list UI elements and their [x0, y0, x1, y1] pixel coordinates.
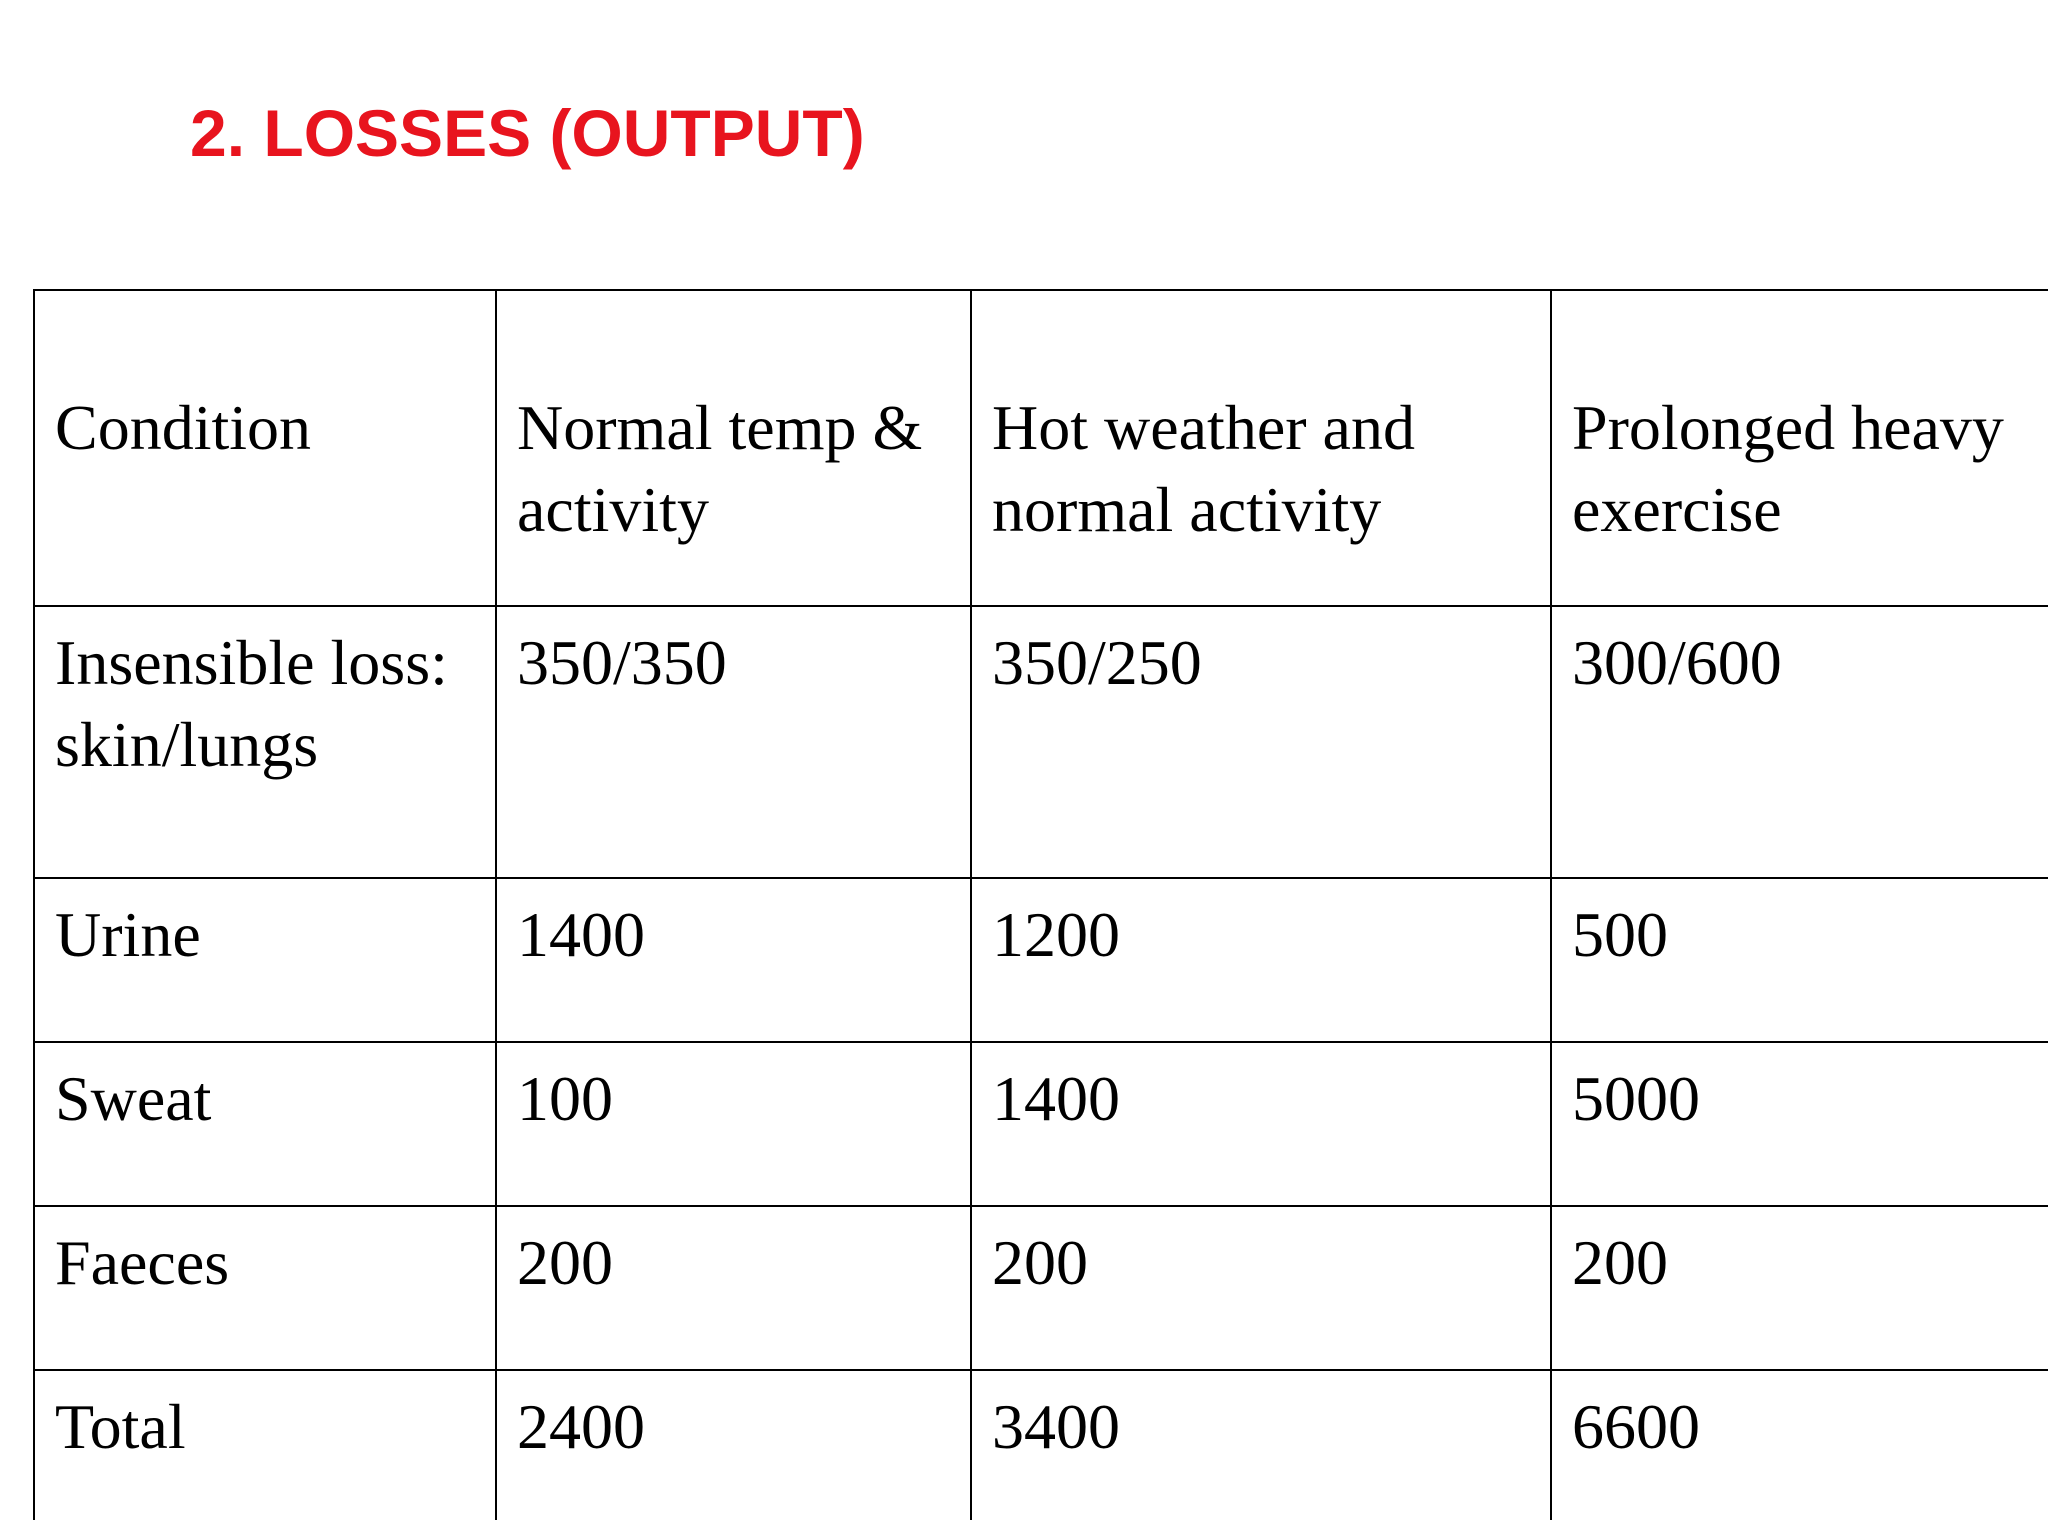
table-cell: 1200: [971, 878, 1551, 1042]
table-cell: Faeces: [34, 1206, 496, 1370]
table-row: [34, 1370, 2048, 1520]
table-row: [34, 1042, 2048, 1206]
table-cell: Urine: [34, 878, 496, 1042]
table-cell: 3400: [971, 1370, 1551, 1520]
table-cell: 6600: [1551, 1370, 2048, 1520]
table-cell: 350/350: [496, 606, 971, 878]
losses-table: [33, 289, 2048, 1520]
table-row: [34, 1206, 2048, 1370]
table-cell: 1400: [971, 1042, 1551, 1206]
table-cell: 350/250: [971, 606, 1551, 878]
table-cell: 200: [971, 1206, 1551, 1370]
table-cell: Total: [34, 1370, 496, 1520]
table-cell: 200: [1551, 1206, 2048, 1370]
table-row: [34, 606, 2048, 878]
slide-title: 2. LOSSES (OUTPUT): [190, 96, 865, 170]
table-cell: 5000: [1551, 1042, 2048, 1206]
table-row: [34, 878, 2048, 1042]
header-cell-condition: Condition: [34, 290, 496, 606]
header-cell-normal-temp: Normal temp & activity: [496, 290, 971, 606]
table-cell: 1400: [496, 878, 971, 1042]
table-cell: 100: [496, 1042, 971, 1206]
table-cell: Insensible loss: skin/lungs: [34, 606, 496, 878]
table-cell: 300/600: [1551, 606, 2048, 878]
header-cell-hot-weather: Hot weather and normal activity: [971, 290, 1551, 606]
table-cell: 2400: [496, 1370, 971, 1520]
header-cell-heavy-exercise: Prolonged heavy exercise: [1551, 290, 2048, 606]
table-header-row: [34, 290, 2048, 606]
table-cell: 200: [496, 1206, 971, 1370]
table-cell: 500: [1551, 878, 2048, 1042]
table-cell: Sweat: [34, 1042, 496, 1206]
